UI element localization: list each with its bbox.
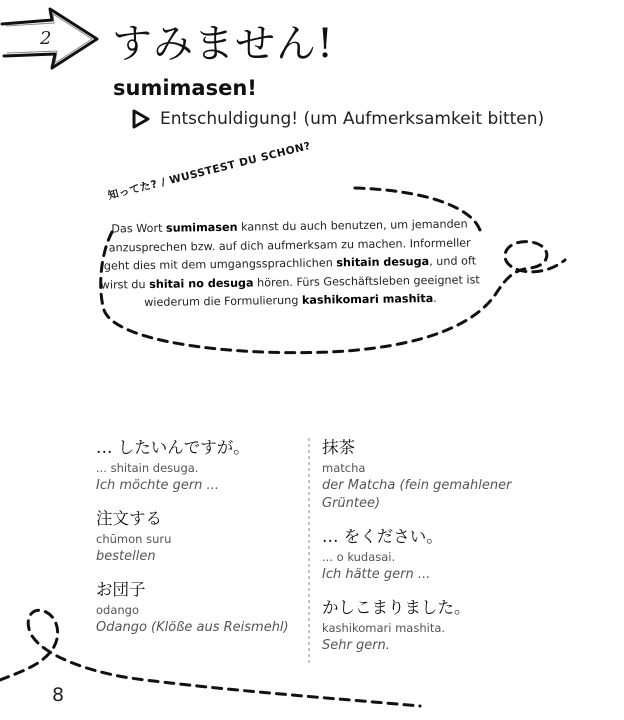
vocab-romaji: ... shitain desuga. [96,461,199,475]
keyword-shitain-desuga: shitain desuga [336,255,430,270]
vocab-german: bestellen [96,549,156,564]
info-bubble-body: Das Wort sumimasen kannst du auch benutzen, um jemanden anzusprechen bzw. auf dich aufmerksam zu machen. Informeller geht dies mit dem umgangssprachlichen shitain desuga, und oft wirst du shitai no desuga hören. Fürs Geschäftsleben geeignet ist wiederum die Formulierung kashikomari mashita. [100,217,480,310]
vocab-romaji: matcha [322,461,366,475]
keyword-kashikomari-mashita: kashikomari mashita [301,292,434,307]
dashed-loop-decoration [0,590,624,720]
vocab-german: Sehr gern. [322,638,390,653]
step-number: 2 [40,28,52,49]
vocab-romaji: odango [96,603,140,617]
vocab-japanese: お団子 [96,580,146,599]
page-title-japanese: すみません! [112,21,335,67]
vocab-japanese: 抹茶 [322,438,355,457]
vocab-romaji: ... o kudasai. [322,550,396,564]
vocab-romaji: kashikomari mashita. [322,621,446,635]
triangle-play-icon [130,108,152,130]
vocab-item [96,507,306,566]
meaning-row [130,108,544,130]
hand-drawn-arrow-icon [0,6,108,76]
keyword-shitai-no-desuga: shitai no desuga [149,276,254,291]
vocab-item [322,525,532,584]
vocab-german: Odango (Klöße aus Reismehl) [96,620,289,635]
keyword-sumimasen: sumimasen [165,220,238,235]
vocab-item [322,436,532,513]
info-bubble-heading: 知ってた? / WUSSTEST DU SCHON? [106,139,313,203]
vocab-item [96,436,306,495]
vocab-japanese: … したいんですが。 [96,438,250,457]
page-number: 8 [52,684,65,706]
vocab-japanese: 注文する [96,509,162,528]
vocab-romaji: chūmon suru [96,532,172,546]
vocab-german: der Matcha (fein gemahlener Grüntee) [322,478,512,511]
vocab-german: Ich hätte gern ... [322,567,431,582]
page-title-romaji: sumimasen! [113,76,257,100]
vocab-japanese: … をください。 [322,527,443,546]
vocab-german: Ich möchte gern ... [96,478,219,493]
vocab-japanese: かしこまりました。 [322,598,471,617]
meaning-text: Entschuldigung! (um Aufmerksamkeit bitten) [160,109,545,129]
